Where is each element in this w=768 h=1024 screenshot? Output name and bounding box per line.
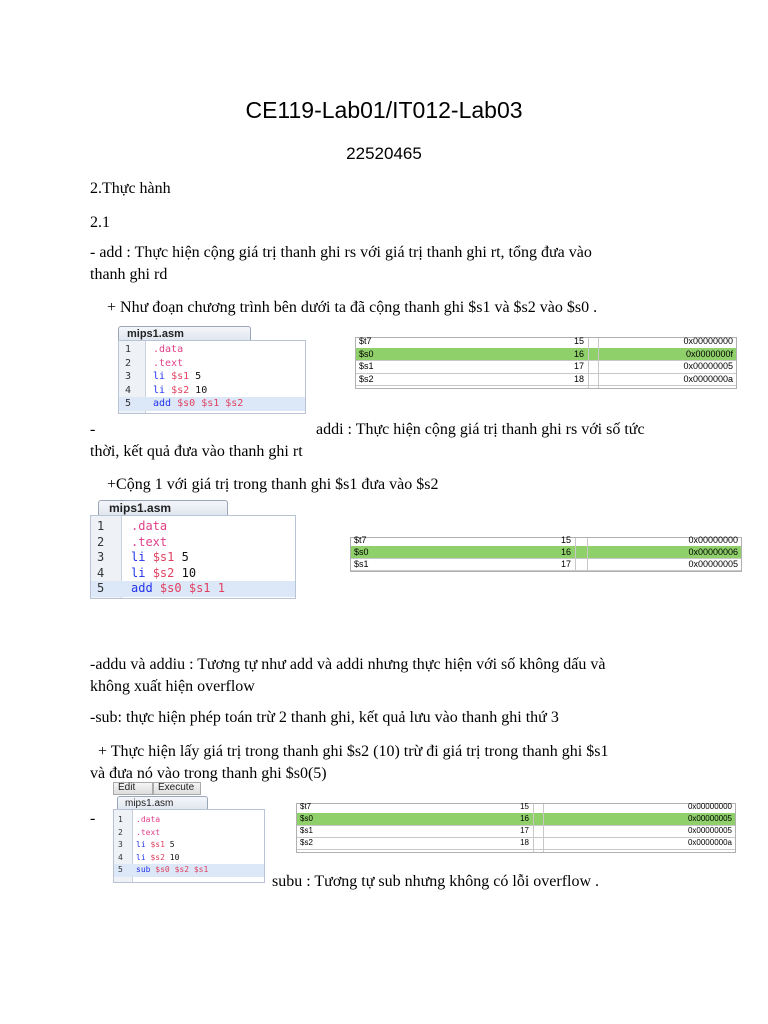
code-text <box>153 370 201 384</box>
register-value: 0x00000000 <box>683 336 733 346</box>
register-table-3 <box>296 803 736 853</box>
register-number: 15 <box>520 802 529 811</box>
operand: $s1 $s2 <box>201 398 244 409</box>
register-operand: $s0 <box>159 581 182 595</box>
instruction: add <box>131 581 153 595</box>
register-row[interactable] <box>356 348 736 362</box>
register-number: 17 <box>573 361 584 371</box>
subu-description: subu : Tương tự sub nhưng không có lỗi overflow . <box>272 873 600 890</box>
line-number: 2 <box>118 827 123 837</box>
code-line[interactable] <box>114 827 264 840</box>
register-value: 0x00000000 <box>688 535 738 545</box>
code-text <box>136 852 179 865</box>
line-number: 2 <box>97 534 105 549</box>
section-heading: 2.Thực hành <box>90 180 171 197</box>
code-line[interactable] <box>114 864 264 877</box>
instruction: li <box>153 384 166 396</box>
register-operand: $s2 <box>150 852 165 862</box>
register-value: 0x00000005 <box>688 559 738 569</box>
register-number: 15 <box>560 535 571 545</box>
operand: 10 <box>195 384 208 396</box>
code-line[interactable] <box>119 397 305 411</box>
code-line[interactable] <box>119 384 305 398</box>
register-row[interactable] <box>297 837 735 850</box>
register-table-2 <box>350 537 742 572</box>
line-number: 5 <box>125 398 132 409</box>
code-line[interactable] <box>91 566 295 582</box>
code-text <box>136 827 160 840</box>
register-row[interactable] <box>351 558 741 571</box>
code-text <box>136 839 175 852</box>
register-value: 0x0000000a <box>683 373 733 384</box>
document-title: CE119-Lab01/IT012-Lab03 <box>245 97 523 123</box>
register-operand: $s1 <box>171 371 190 382</box>
line-number: 3 <box>97 550 105 564</box>
line-number: 4 <box>125 384 132 396</box>
instruction: li <box>131 550 146 564</box>
register-value: 0x00000006 <box>688 547 738 557</box>
line-number: 4 <box>97 565 105 580</box>
register-name: $s2 <box>359 373 374 384</box>
instruction: li <box>136 840 146 849</box>
edit-tab[interactable]: Edit <box>113 782 153 795</box>
register-operand: $s0 <box>155 865 170 874</box>
add-example: + Như đoạn chương trình bên dưới ta đã cộng thanh ghi $s1 và $s2 vào $s0 . <box>107 299 598 316</box>
register-number: 17 <box>560 559 571 569</box>
code-text <box>131 581 225 597</box>
line-number: 1 <box>97 519 105 533</box>
register-number: 17 <box>520 826 529 835</box>
code-text <box>131 566 196 582</box>
addi-example: +Cộng 1 với giá trị trong thanh ghi $s1 đưa vào $s2 <box>107 476 439 493</box>
line-number: 3 <box>118 840 123 849</box>
operand: 5 <box>195 371 202 382</box>
line-number: 5 <box>97 581 105 595</box>
register-operand: $s0 <box>177 398 196 409</box>
register-number: 15 <box>573 336 584 346</box>
addi-description-line1: addi : Thực hiện cộng giá trị thanh ghi rs với số tức <box>316 421 645 438</box>
student-id: 22520465 <box>346 144 422 163</box>
code-text <box>153 343 183 357</box>
register-value: 0x0000000a <box>687 838 732 847</box>
operand: 5 <box>169 840 175 849</box>
instruction: li <box>131 565 146 580</box>
editor-tab[interactable]: mips1.asm <box>118 326 251 341</box>
register-name: $t7 <box>354 535 367 545</box>
operand: 10 <box>181 565 197 580</box>
register-name: $t7 <box>300 802 312 811</box>
editor-tab[interactable]: mips1.asm <box>117 796 208 810</box>
code-line[interactable] <box>91 550 295 566</box>
subu-dash: - <box>90 810 96 827</box>
operand: $s2 $s1 <box>174 865 209 874</box>
register-number: 16 <box>573 348 584 359</box>
code-line[interactable] <box>114 814 264 827</box>
code-text <box>153 384 207 398</box>
register-operand: $s2 <box>171 384 190 396</box>
directive: .text <box>136 827 161 837</box>
register-name: $s1 <box>359 361 374 371</box>
directive: .data <box>153 344 184 355</box>
editor-body[interactable] <box>118 340 306 414</box>
instruction: li <box>136 852 146 862</box>
directive: .data <box>136 815 161 824</box>
directive: .text <box>131 534 168 549</box>
instruction: add <box>153 398 172 409</box>
addi-description-line2: thời, kết quả đưa vào thanh ghi rt <box>90 443 303 460</box>
code-line[interactable] <box>119 370 305 384</box>
instruction: li <box>153 371 166 382</box>
register-number: 16 <box>520 814 529 823</box>
code-line[interactable] <box>91 581 295 597</box>
code-text <box>136 814 160 827</box>
line-number: 1 <box>125 344 132 355</box>
line-number: 3 <box>125 371 132 382</box>
register-table-1 <box>355 337 737 389</box>
register-number: 16 <box>560 547 571 557</box>
code-editor-3 <box>113 782 265 882</box>
register-name: $s1 <box>300 826 313 835</box>
sub-example-line1: + Thực hiện lấy giá trị trong thanh ghi $s2 (10) trừ đi giá trị trong thanh ghi $s1 <box>98 743 609 760</box>
execute-tab[interactable]: Execute <box>153 782 201 795</box>
code-line[interactable] <box>91 535 295 551</box>
register-row[interactable] <box>356 335 736 349</box>
editor-body[interactable] <box>90 515 296 599</box>
line-number: 5 <box>118 865 123 874</box>
register-row[interactable] <box>356 373 736 387</box>
code-text <box>153 357 183 371</box>
add-description-line1: - add : Thực hiện cộng giá trị thanh ghi rs với giá trị thanh ghi rt, tổng đưa vào <box>90 244 592 261</box>
register-name: $s0 <box>354 547 369 557</box>
addu-description-line1: -addu và addiu : Tương tự như add và addi nhưng thực hiện với số không dấu và <box>90 656 606 673</box>
operand: 5 <box>181 550 189 564</box>
add-description-line2: thanh ghi rd <box>90 266 168 283</box>
operand: $s1 1 <box>188 581 225 595</box>
code-line[interactable] <box>114 852 264 865</box>
register-number: 18 <box>520 838 529 847</box>
code-editor-1 <box>118 326 306 414</box>
editor-tab[interactable]: mips1.asm <box>98 500 228 516</box>
sub-description: -sub: thực hiện phép toán trừ 2 thanh ghi, kết quả lưu vào thanh ghi thứ 3 <box>90 709 559 726</box>
code-text <box>153 397 243 411</box>
code-text <box>131 535 167 551</box>
register-name: $s0 <box>300 814 313 823</box>
register-value: 0x00000005 <box>687 814 732 823</box>
sub-example-line2: và đưa nó vào trong thanh ghi $s0(5) <box>90 765 327 782</box>
line-number: 2 <box>125 357 132 369</box>
code-line[interactable] <box>114 839 264 852</box>
code-text <box>131 519 167 535</box>
code-editor-2 <box>90 500 296 600</box>
register-name: $s1 <box>354 559 369 569</box>
directive: .text <box>153 357 184 369</box>
register-value: 0x00000005 <box>683 361 733 371</box>
code-line[interactable] <box>91 519 295 535</box>
register-number: 18 <box>573 373 584 384</box>
line-number: 4 <box>118 852 123 862</box>
directive: .data <box>131 519 168 533</box>
register-value: 0x00000000 <box>687 802 732 811</box>
register-name: $s0 <box>359 348 374 359</box>
line-number: 1 <box>118 815 123 824</box>
code-line[interactable] <box>119 357 305 371</box>
addi-dash: - <box>90 421 96 438</box>
register-row[interactable] <box>356 360 736 374</box>
addu-description-line2: không xuất hiện overflow <box>90 678 255 695</box>
register-value: 0x00000005 <box>687 826 732 835</box>
editor-body[interactable] <box>113 809 265 883</box>
code-line[interactable] <box>119 343 305 357</box>
register-name: $t7 <box>359 336 372 346</box>
code-text <box>131 550 189 566</box>
register-name: $s2 <box>300 838 313 847</box>
subsection-number: 2.1 <box>90 214 110 231</box>
register-operand: $s1 <box>152 550 175 564</box>
instruction: sub <box>136 865 151 874</box>
code-text <box>136 864 208 877</box>
register-operand: $s2 <box>152 565 175 580</box>
register-value: 0x0000000f <box>685 348 733 359</box>
operand: 10 <box>169 852 180 862</box>
register-operand: $s1 <box>150 840 165 849</box>
